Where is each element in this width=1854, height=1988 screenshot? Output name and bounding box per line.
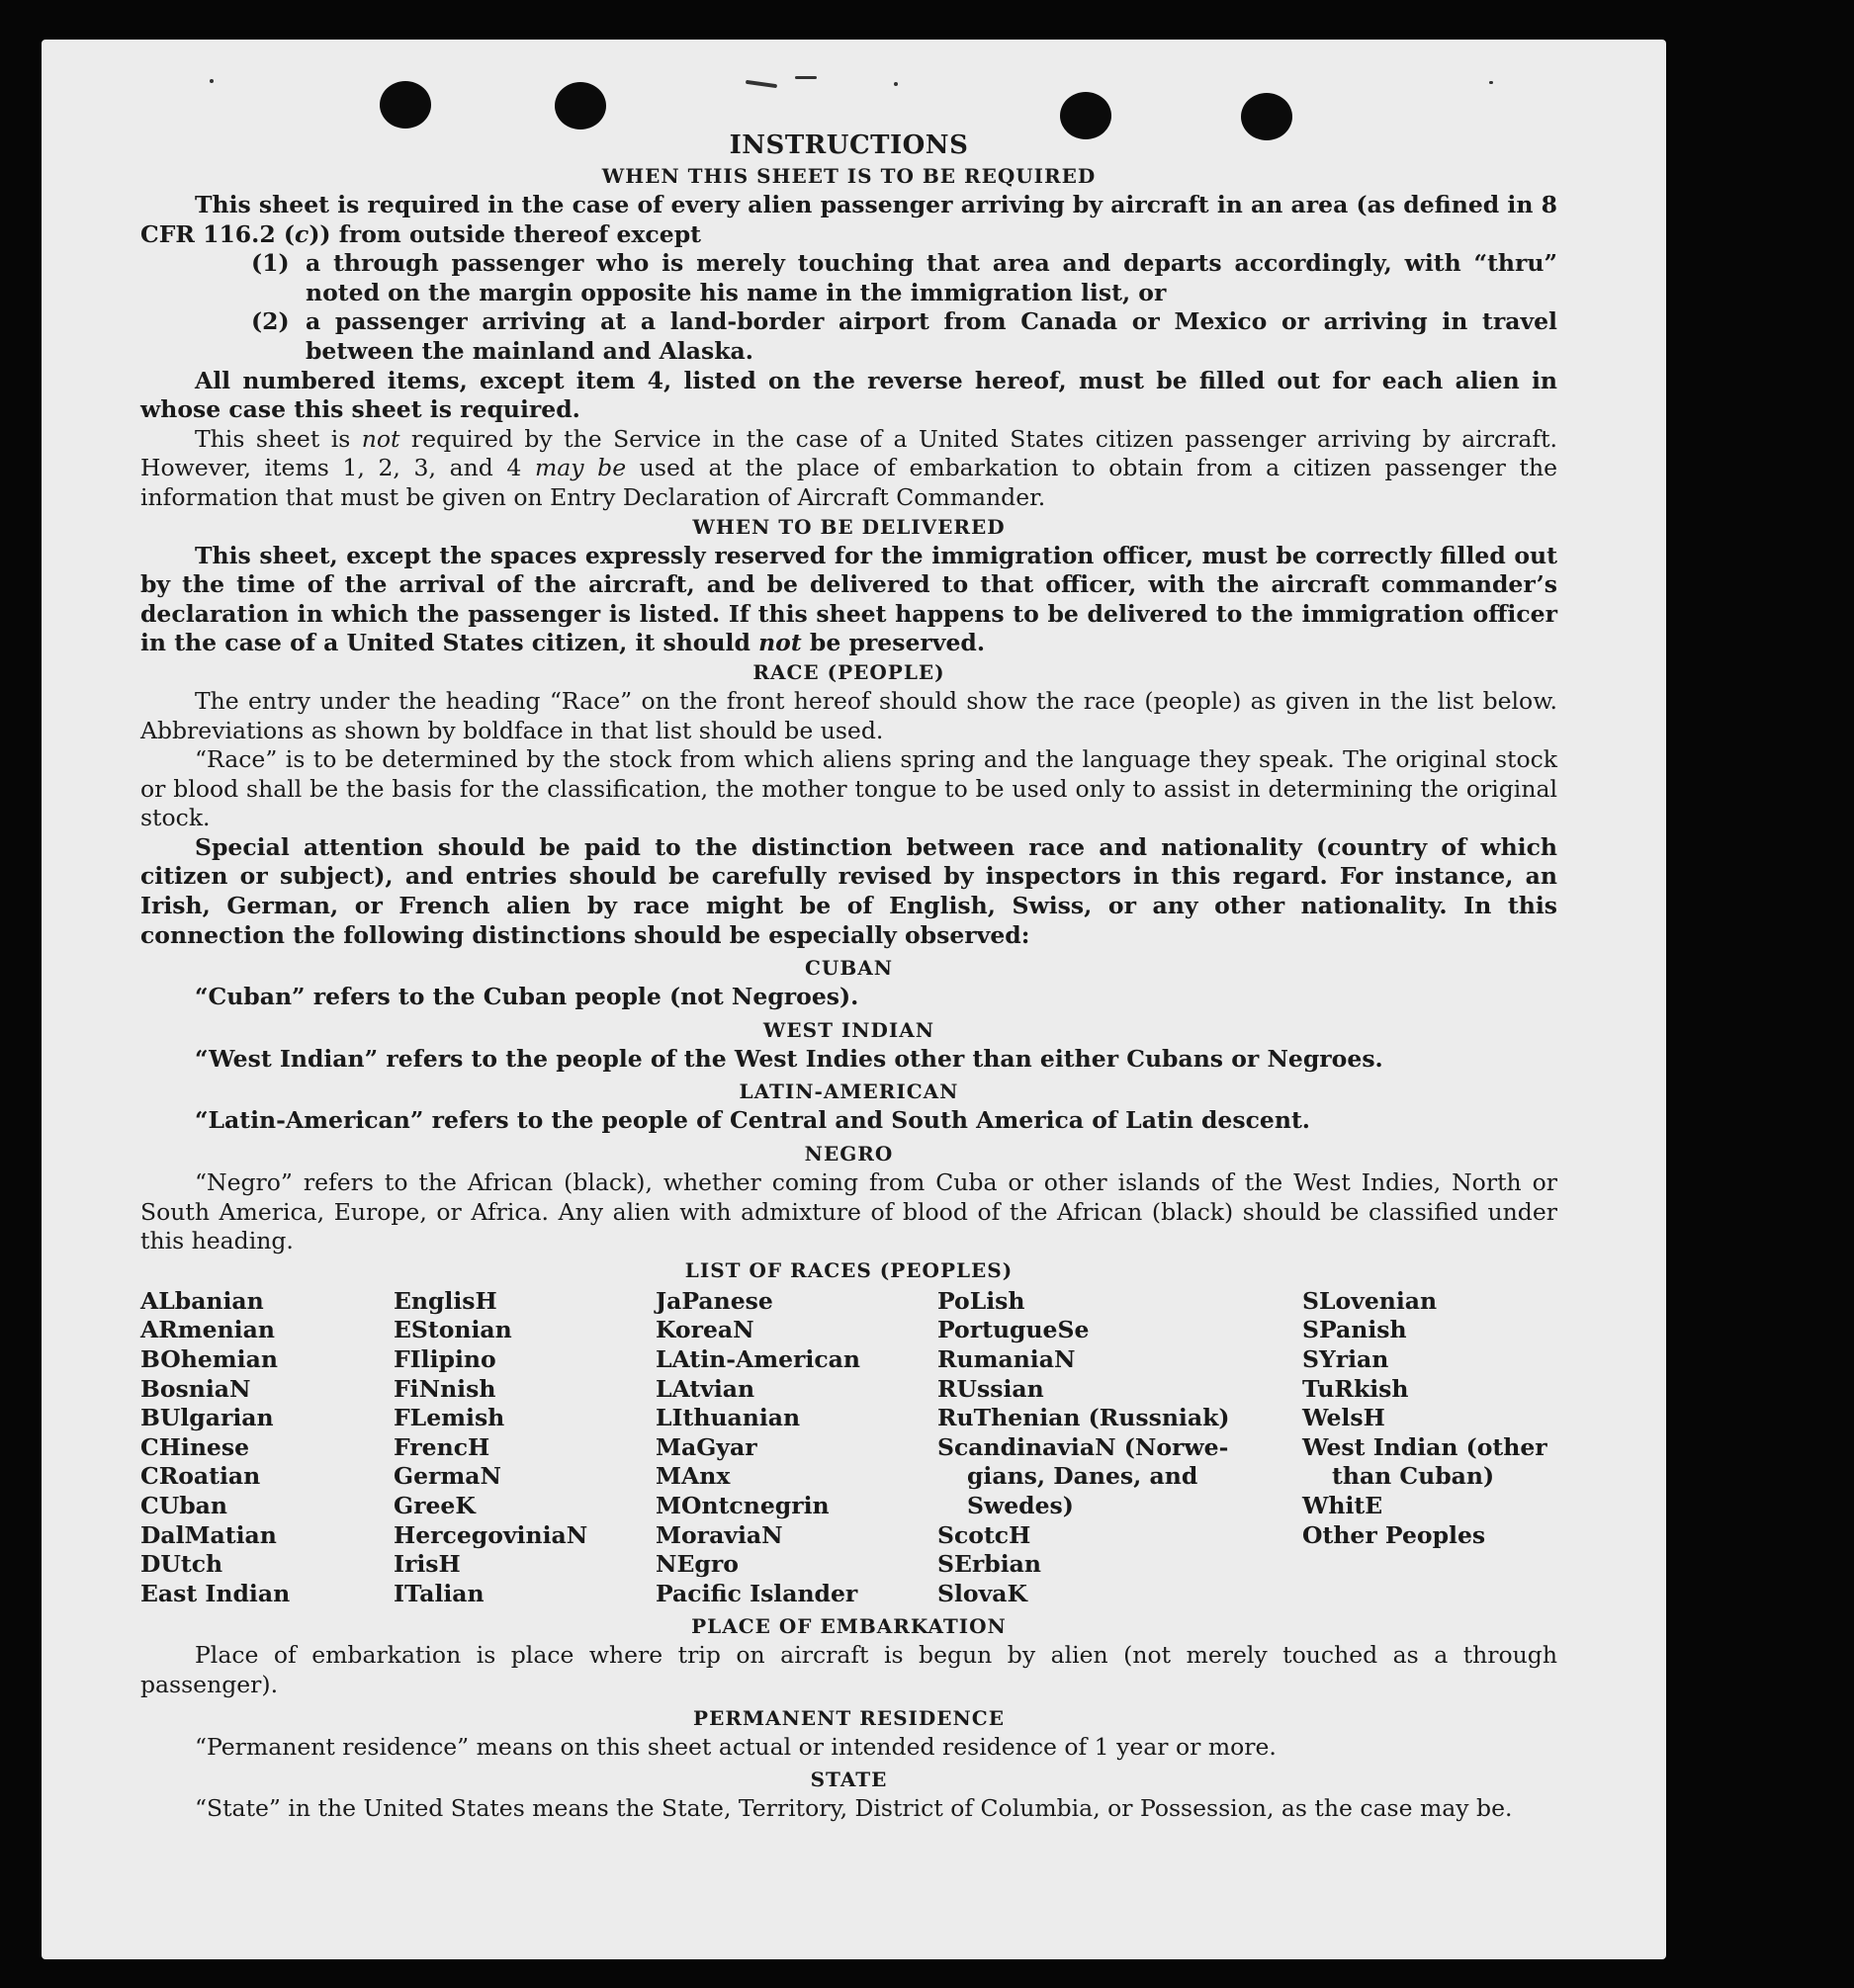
race-entry: SYrian [1302, 1345, 1389, 1373]
race-entry: FIlipino [394, 1345, 496, 1373]
races-column-1 [140, 1287, 394, 1609]
race-paragraph-2: “Race” is to be determined by the stock from which aliens spring and the language they speak. The original stock or blood shall be the basis for the classification, the mother tongue to be used only to assist in determining the original stock. [140, 745, 1557, 832]
race-entry: LIthuanian [656, 1404, 801, 1432]
cuban-definition: “Cuban” refers to the Cuban people (not Negroes). [195, 983, 859, 1011]
exception-item-1 [251, 249, 1557, 307]
race-entry: WelsH [1302, 1404, 1385, 1432]
race-entry: West Indian (other [1302, 1432, 1547, 1461]
race-entry: ITalian [394, 1579, 485, 1607]
race-entry: FLemish [394, 1404, 505, 1432]
race-entry: HercegoviniaN [394, 1520, 588, 1549]
embarkation-paragraph: Place of embarkation is place where trip on aircraft is begun by alien (not merely touched as a through passenger). [140, 1641, 1557, 1698]
section-heading-when-required: WHEN THIS SHEET IS TO BE REQUIRED [601, 164, 1097, 188]
section-heading-cuban: CUBAN [804, 956, 894, 981]
instructions-body [140, 129, 1557, 1824]
race-entry: CHinese [140, 1432, 250, 1461]
document-page [42, 40, 1666, 1959]
race-entry: GreeK [394, 1491, 476, 1519]
race-entry: ScotcH [937, 1520, 1031, 1549]
race-entry: ScandinaviaN (Norwe- [937, 1432, 1229, 1461]
race-entry: East Indian [140, 1579, 291, 1607]
race-entry: Other Peoples [1302, 1520, 1486, 1549]
numbered-items-paragraph: All numbered items, except item 4, listed on the reverse hereof, must be filled out for each alien in whose case this sheet is required. [140, 366, 1557, 424]
race-entry: SPanish [1302, 1316, 1407, 1344]
when-delivered-paragraph: This sheet, except the spaces expressly reserved for the immigration officer, must be correctly filled out by the time of the arrival of the aircraft, and be delivered to that officer, with the aircraft commander’s declaration in which the passenger is listed. If this sheet happens to be delivered to the immigration officer in the case of a United States citizen, it should not be preserved. [140, 541, 1557, 657]
race-paragraph-1: The entry under the heading “Race” on the front hereof should show the race (people) as given in the list below. Abbreviations as shown by boldface in that list should be used. [140, 686, 1557, 744]
latin-american-definition: “Latin-American” refers to the people of Central and South America of Latin descent. [195, 1106, 1310, 1135]
race-entry: MoraviaN [656, 1520, 783, 1549]
item-text: a through passenger who is merely touching that area and departs accordingly, with “thru” noted on the margin opposite his name in the immigration list, or [306, 249, 1557, 306]
race-entry: RuThenian (Russniak) [937, 1404, 1230, 1432]
item-text: a passenger arriving at a land-border airport from Canada or Mexico or arriving in travel between the mainland and Alaska. [306, 307, 1557, 365]
section-heading-when-delivered: WHEN TO BE DELIVERED [692, 514, 1006, 539]
race-entry: DUtch [140, 1550, 223, 1579]
races-column-3 [656, 1287, 937, 1609]
race-entry: BOhemian [140, 1345, 278, 1373]
when-required-intro: This sheet is required in the case of every alien passenger arriving by aircraft in an area (as defined in 8 CFR 116.2 (c)) from outside thereof except [140, 191, 1557, 248]
races-column-5 [1302, 1287, 1557, 1609]
races-column-4 [937, 1287, 1302, 1609]
race-entry: JaPanese [656, 1286, 773, 1315]
race-entry: CUban [140, 1491, 227, 1519]
race-entry: FiNnish [394, 1374, 496, 1403]
race-entry: MaGyar [656, 1432, 757, 1461]
scan-mark [746, 80, 777, 88]
race-entry: NEgro [656, 1550, 739, 1579]
races-column-2 [394, 1287, 656, 1609]
race-entry: GermaN [394, 1462, 501, 1491]
race-entry: ALbanian [140, 1286, 264, 1315]
race-entry: than Cuban) [1332, 1462, 1495, 1491]
race-entry: TuRkish [1302, 1374, 1409, 1403]
race-entry: RUssian [937, 1374, 1044, 1403]
item-number: (1) [251, 249, 290, 278]
state-paragraph: “State” in the United States means the State, Territory, District of Columbia, or Possession, as the case may be. [195, 1794, 1513, 1823]
race-entry: KoreaN [656, 1316, 754, 1344]
race-entry: gians, Danes, and [967, 1462, 1198, 1491]
scan-mark [210, 79, 214, 83]
race-entry: LAtvian [656, 1374, 755, 1403]
negro-definition: “Negro” refers to the African (black), whether coming from Cuba or other islands of the West Indies, North or South America, Europe, or Africa. Any alien with admixture of blood of the African (black) should be classified under this heading. [140, 1168, 1557, 1255]
race-entry: EnglisH [394, 1286, 497, 1315]
section-heading-state: STATE [810, 1768, 888, 1792]
race-entry: SlovaK [937, 1579, 1027, 1607]
punch-hole [555, 82, 606, 130]
scan-mark [1489, 81, 1493, 84]
race-entry: SLovenian [1302, 1286, 1438, 1315]
race-entry: CRoatian [140, 1462, 261, 1491]
section-heading-latin-american: LATIN-AMERICAN [739, 1080, 959, 1104]
races-list [140, 1287, 1557, 1609]
section-heading-race: RACE (PEOPLE) [752, 659, 945, 684]
citizen-paragraph: This sheet is not required by the Service in the case of a United States citizen passenger arriving by aircraft. However, items 1, 2, 3, and 4 may be used at the place of embarkation to obtain from a citizen passenger the information that must be given on Entry Declaration of Aircraft Commander. [140, 424, 1558, 511]
section-heading-west-indian: WEST INDIAN [762, 1017, 935, 1042]
section-heading-negro: NEGRO [804, 1142, 894, 1167]
race-entry: Swedes) [967, 1491, 1074, 1519]
race-entry: MAnx [656, 1462, 731, 1491]
race-entry: ARmenian [140, 1316, 275, 1344]
section-heading-permanent-residence: PERMANENT RESIDENCE [693, 1705, 1005, 1730]
race-entry: Pacific Islander [656, 1579, 858, 1607]
exception-item-2 [251, 307, 1557, 366]
race-entry: BosniaN [140, 1374, 251, 1403]
item-number: (2) [251, 307, 290, 336]
race-entry: RumaniaN [937, 1345, 1076, 1373]
scan-mark [894, 82, 898, 86]
race-entry: WhitE [1302, 1491, 1383, 1519]
section-heading-embarkation: PLACE OF EMBARKATION [691, 1614, 1007, 1639]
page-title: INSTRUCTIONS [729, 130, 969, 160]
race-entry: SErbian [937, 1550, 1041, 1579]
race-entry: DalMatian [140, 1520, 277, 1549]
race-entry: FrencH [394, 1432, 490, 1461]
race-entry: PortugueSe [937, 1316, 1090, 1344]
race-entry: PoLish [937, 1286, 1025, 1315]
permanent-residence-paragraph: “Permanent residence” means on this sheet actual or intended residence of 1 year or more. [195, 1732, 1277, 1761]
race-entry: EStonian [394, 1316, 512, 1344]
section-heading-races-list: LIST OF RACES (PEOPLES) [684, 1257, 1014, 1282]
race-entry: IrisH [394, 1550, 461, 1579]
race-entry: MOntcnegrin [656, 1491, 830, 1519]
race-entry: LAtin-American [656, 1345, 860, 1373]
punch-hole [380, 81, 431, 129]
west-indian-definition: “West Indian” refers to the people of the West Indies other than either Cubans or Negroes. [195, 1044, 1383, 1073]
scan-mark [795, 76, 817, 79]
race-entry: BUlgarian [140, 1404, 274, 1432]
race-paragraph-3: Special attention should be paid to the distinction between race and nationality (country of which citizen or subject), and entries should be carefully revised by inspectors in this regard. For instance, an Irish, German, or French alien by race might be of English, Swiss, or any other nationality. In this connection the following distinctions should be especially observed: [140, 832, 1557, 949]
